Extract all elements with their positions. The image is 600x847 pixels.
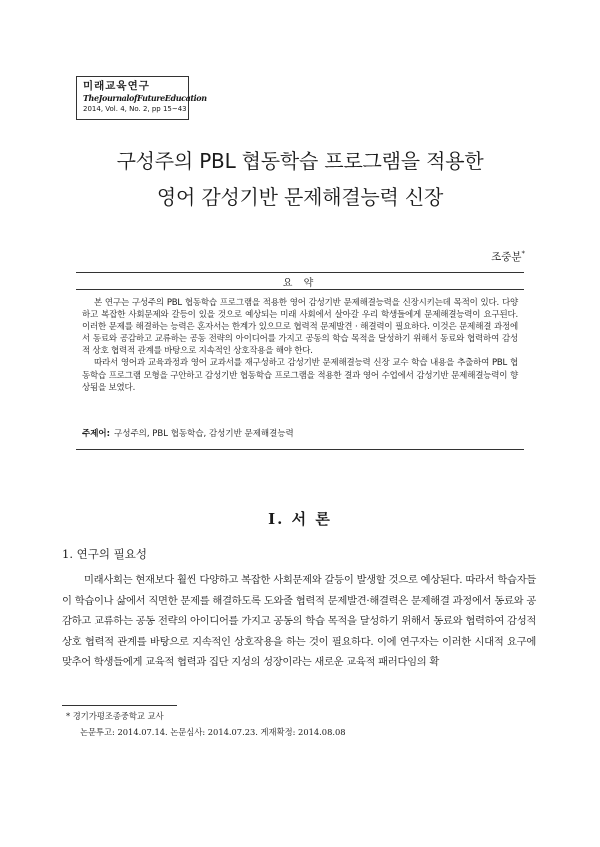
journal-name-kr: 미래교육연구 [83, 80, 150, 92]
abstract-paragraph: 본 연구는 구성주의 PBL 협동학습 프로그램을 적용한 영어 감성기반 문제해결능력을 신장시키는데 목적이 있다. 다양하고 복잡한 사회문제와 갈등이 있을 것으로 예상되는 미래 사회에서 살아갈 우리 학생들에게 문제해결능력이 요구된다. 이러한 문제를 해결하는 능력은 혼자서는 한계가 있으므로 협력적 문제발견 · 해결력이 필요하다. 이것은 문제해결 과정에서 동료와 공감하고 교류하는 공동 전략의 아이디어를 가지고 공동의 학습 목적을 달성하기 위해서 동료와 협력하여 감성적 상호 협력적 관계를 바탕으로 지속적인 상호작용을 해야 한다. [82, 298, 518, 357]
keywords-label: 주제어: [82, 429, 111, 439]
paper-title-line-2: 영어 감성기반 문제해결능력 신장 [156, 185, 444, 209]
abstract-paragraph: 따라서 영어과 교육과정과 영어 교과서를 재구성하고 감성기반 문제해결능력 신장 교수 학습 내용을 추출하여 PBL 협동학습 프로그램 모형을 구안하고 감성기반 협동학습 프로그램을 적용한 결과 영어 수업에서 감성기반 문제해결능력이 향상됨을 보였다. [82, 358, 518, 393]
footnote-dates: 논문투고: 2014.07.14. 논문심사: 2014.07.23. 게재확정: 2014.08.08 [80, 727, 346, 737]
keywords-list: 구성주의, PBL 협동학습, 감성기반 문제해결능력 [114, 429, 294, 439]
abstract-body [82, 297, 518, 394]
section-title: Ⅰ. 서 론 [268, 510, 332, 528]
journal-volume: 2014, Vol. 4, No. 2, pp 15~43 [83, 105, 187, 113]
author [491, 249, 525, 264]
abstract-heading: 요 약 [282, 278, 318, 289]
abstract-heading-bar [76, 272, 524, 290]
body-paragraph: 미래사회는 현재보다 훨씬 다양하고 복잡한 사회문제와 갈등이 발생할 것으로 예상된다. 따라서 학습자들이 학습이나 삶에서 직면한 문제를 해결하도록 도와줄 협력적 문제발견·해결력은 문제해결 과정에서 동료와 공감하고 교류하는 공동 전략의 아이디어를 가지고 공동의 학습 목적을 달성하기 위해서 동료와 협력하여 감성적 상호 협력적 관계를 바탕으로 지속적인 상호작용을 하는 것이 필요하다. 이에 연구자는 이러한 시대적 요구에 맞추어 학생들에게 교육적 협력과 집단 지성의 성장이라는 새로운 교육적 패러다임의 확 [62, 574, 536, 669]
abstract-bottom-rule [76, 449, 524, 450]
subsection-title: 1. 연구의 필요성 [62, 547, 147, 561]
journal-name-en: TheJournalofFutureEducation [83, 93, 207, 103]
footnote-affiliation: * 경기가평조종중학교 교사 [66, 711, 164, 721]
author-name: 조중분 [491, 251, 522, 263]
footnote-rule [62, 705, 177, 706]
journal-info-box [76, 76, 207, 120]
body-text [62, 570, 536, 673]
paper-title-line-1: 구성주의 PBL 협동학습 프로그램을 적용한 [116, 149, 484, 173]
author-footnote-mark: * [521, 249, 525, 258]
keywords [82, 428, 522, 440]
